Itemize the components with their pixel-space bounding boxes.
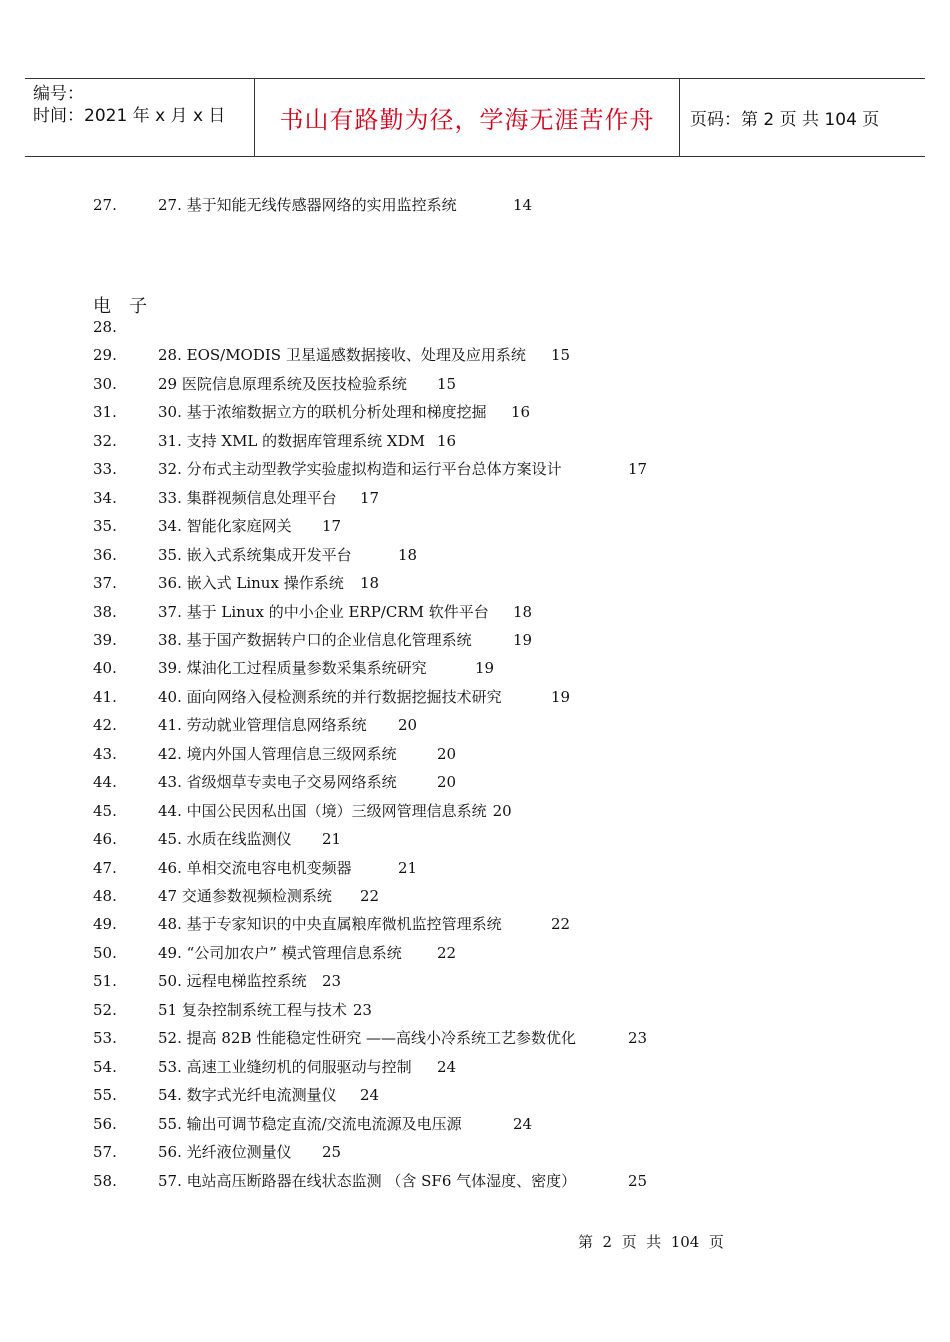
item-title: 52. 提高 82B 性能稳定性研究 ——高线小冷系统工艺参数优化	[158, 1029, 577, 1048]
item-number: 29.	[93, 346, 117, 365]
list-item	[0, 1170, 950, 1192]
list-item	[0, 572, 950, 594]
item-page: 21	[322, 830, 342, 849]
item-number: 41.	[93, 687, 117, 706]
item-page: 18	[513, 602, 533, 621]
list-item	[0, 970, 950, 992]
item-number: 39.	[93, 630, 117, 649]
item-number: 47.	[93, 858, 117, 877]
list-item	[0, 771, 950, 793]
item-number: 51.	[93, 972, 117, 991]
list-item	[0, 629, 950, 651]
item-title: 44. 中国公民因私出国（境）三级网管理信息系统	[158, 801, 487, 820]
list-item	[0, 601, 950, 623]
item-page: 23	[322, 972, 342, 991]
list-item	[0, 714, 950, 736]
list-item	[0, 1141, 950, 1163]
item-number: 44.	[93, 773, 117, 792]
item-number: 42.	[93, 716, 117, 735]
list-item	[0, 828, 950, 850]
item-title: 34. 智能化家庭网关	[158, 517, 292, 536]
section-title: 电子	[93, 296, 165, 317]
item-title: 53. 高速工业缝纫机的伺服驱动与控制	[158, 1057, 412, 1076]
item-page: 24	[360, 1086, 380, 1105]
item-title: 35. 嵌入式系统集成开发平台	[158, 545, 352, 564]
list-item	[0, 1084, 950, 1106]
list-item	[0, 885, 950, 907]
item-page: 19	[475, 659, 495, 678]
item-page: 20	[492, 801, 512, 820]
item-number: 56.	[93, 1114, 117, 1133]
item-page: 21	[398, 858, 418, 877]
item-page: 17	[322, 517, 342, 536]
item-page: 20	[437, 744, 457, 763]
list-item	[0, 194, 950, 216]
item-number: 45.	[93, 801, 117, 820]
item-page: 22	[437, 943, 457, 962]
list-item	[0, 487, 950, 509]
item-title: 51 复杂控制系统工程与技术	[158, 1000, 347, 1019]
item-number: 37.	[93, 574, 117, 593]
item-page: 23	[352, 1000, 372, 1019]
list-item	[0, 1027, 950, 1049]
item-title: 54. 数字式光纤电流测量仪	[158, 1086, 337, 1105]
item-title: 31. 支持 XML 的数据库管理系统 XDM	[158, 431, 425, 450]
list-item	[0, 1056, 950, 1078]
item-title: 43. 省级烟草专卖电子交易网络系统	[158, 773, 397, 792]
list-item	[0, 800, 950, 822]
item-page: 15	[551, 346, 571, 365]
list-item	[0, 544, 950, 566]
item-number: 36.	[93, 545, 117, 564]
item-title: 50. 远程电梯监控系统	[158, 972, 307, 991]
page-header	[25, 78, 925, 157]
item-page: 25	[322, 1143, 342, 1162]
list-item	[0, 458, 950, 480]
list-item	[0, 401, 950, 423]
item-number: 53.	[93, 1029, 117, 1048]
item-title: 38. 基于国产数据转户口的企业信息化管理系统	[158, 630, 472, 649]
item-number: 48.	[93, 887, 117, 905]
item-title: 36. 嵌入式 Linux 操作系统	[158, 574, 344, 593]
item-title: 27. 基于知能无线传感器网络的实用监控系统	[158, 196, 457, 214]
item-title: 30. 基于浓缩数据立方的联机分析处理和梯度挖掘	[158, 403, 487, 422]
item-number: 55.	[93, 1086, 117, 1105]
item-page: 15	[437, 374, 457, 393]
item-page: 25	[628, 1171, 648, 1190]
item-title: 49. “公司加农户” 模式管理信息系统	[158, 943, 402, 962]
item-number: 33.	[93, 460, 117, 479]
page-info: 页码：第 2 页 共 104 页	[690, 110, 880, 130]
item-title: 28. EOS/MODIS 卫星遥感数据接收、处理及应用系统	[158, 346, 526, 365]
item-number: 40.	[93, 659, 117, 678]
item-page: 18	[360, 574, 380, 593]
item-title: 39. 煤油化工过程质量参数采集系统研究	[158, 659, 427, 678]
time-label: 时间：2021 年 x 月 x 日	[33, 106, 226, 126]
list-item	[0, 857, 950, 879]
item-number: 27.	[93, 196, 117, 214]
list-item	[0, 316, 950, 338]
item-page: 23	[628, 1029, 648, 1048]
list-item	[0, 430, 950, 452]
list-item	[0, 743, 950, 765]
page-footer: 第 2 页 共 104 页	[578, 1233, 724, 1251]
item-title: 29 医院信息原理系统及医技检验系统	[158, 374, 407, 393]
item-page: 22	[551, 915, 571, 934]
item-page: 19	[513, 630, 533, 649]
list-item	[0, 515, 950, 537]
item-number: 54.	[93, 1057, 117, 1076]
item-page: 17	[628, 460, 648, 479]
number-label: 编号：	[33, 84, 84, 104]
item-number: 34.	[93, 488, 117, 507]
item-number: 57.	[93, 1143, 117, 1162]
list-item	[0, 344, 950, 366]
header-page-info	[680, 79, 925, 156]
item-page: 20	[398, 716, 418, 735]
item-number: 35.	[93, 517, 117, 536]
item-page: 24	[513, 1114, 533, 1133]
item-page: 24	[437, 1057, 457, 1076]
item-title: 45. 水质在线监测仪	[158, 830, 292, 849]
item-title: 47 交通参数视频检测系统	[158, 887, 332, 905]
item-number: 38.	[93, 602, 117, 621]
item-page: 22	[360, 887, 380, 905]
item-number: 31.	[93, 403, 117, 422]
item-title: 46. 单相交流电容电机变频器	[158, 858, 352, 877]
item-page: 16	[437, 431, 457, 450]
motto: 书山有路勤为径，学海无涯苦作舟	[279, 106, 655, 134]
list-item	[0, 373, 950, 395]
item-title: 37. 基于 Linux 的中小企业 ERP/CRM 软件平台	[158, 602, 489, 621]
list-item	[0, 686, 950, 708]
item-number: 50.	[93, 943, 117, 962]
item-number: 30.	[93, 374, 117, 393]
list-item	[0, 942, 950, 964]
item-page: 17	[360, 488, 380, 507]
item-page: 14	[513, 196, 533, 214]
list-item	[0, 1113, 950, 1135]
item-title: 40. 面向网络入侵检测系统的并行数据挖掘技术研究	[158, 687, 502, 706]
list-item	[0, 913, 950, 935]
item-title: 32. 分布式主动型教学实验虚拟构造和运行平台总体方案设计	[158, 460, 562, 479]
item-title: 48. 基于专家知识的中央直属粮库微机监控管理系统	[158, 915, 502, 934]
item-title: 41. 劳动就业管理信息网络系统	[158, 716, 367, 735]
item-page: 20	[437, 773, 457, 792]
item-title: 42. 境内外国人管理信息三级网系统	[158, 744, 397, 763]
list-item	[0, 657, 950, 679]
item-title: 33. 集群视频信息处理平台	[158, 488, 337, 507]
item-page: 16	[511, 403, 531, 422]
item-number: 58.	[93, 1171, 117, 1190]
item-number: 49.	[93, 915, 117, 934]
header-motto-cell	[254, 79, 680, 156]
item-title: 55. 输出可调节稳定直流/交流电流源及电压源	[158, 1114, 462, 1133]
item-page: 18	[398, 545, 418, 564]
item-title: 56. 光纤液位测量仪	[158, 1143, 292, 1162]
item-page: 19	[551, 687, 571, 706]
item-number: 32.	[93, 431, 117, 450]
header-meta	[25, 79, 254, 156]
item-title: 57. 电站高压断路器在线状态监测 （含 SF6 气体湿度、密度）	[158, 1171, 577, 1190]
item-number: 28.	[93, 318, 117, 336]
list-item	[0, 999, 950, 1021]
item-number: 46.	[93, 830, 117, 849]
item-number: 52.	[93, 1000, 117, 1019]
item-number: 43.	[93, 744, 117, 763]
